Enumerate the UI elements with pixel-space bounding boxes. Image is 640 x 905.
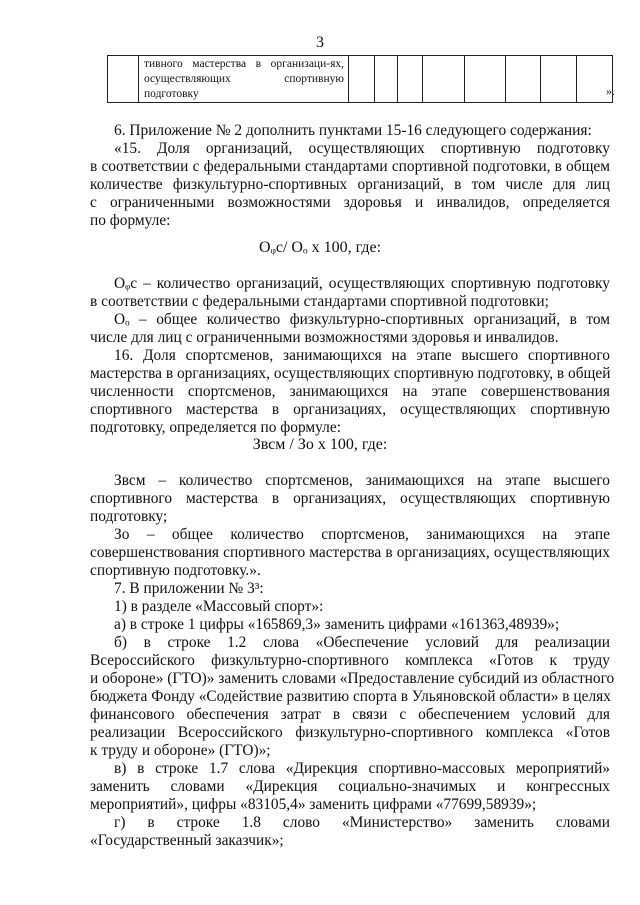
text-line: 7. В приложении № 3³: [114,580,264,597]
text-line: 16. Доля спортсменов, занимающихся на этапе высшего спортивного [114,347,610,364]
table-cell [465,56,506,103]
table-cell [108,56,139,103]
text-line: в соответствии с федеральными стандартами спортивной подготовки; [90,293,549,310]
text-line: бюджета Фонду «Содействие развитию спорта в Ульяновской области» в целях [90,688,611,705]
text-line: спортивного мастерства в организациях, осуществляющих спортивную [90,490,610,507]
text-line: количестве физкультурно-спортивных организаций, в том числе для лиц [90,176,610,193]
table-closing-quote: ». [606,84,615,98]
table-fragment [107,55,613,103]
text-line: к труду и обороне» (ГТО)»; [90,742,271,759]
text-line: Звсм – количество спортсменов, занимающихся на этапе высшего [114,472,610,489]
text-line: мастерства в организациях, осуществляющих спортивную подготовку, в общей [90,365,611,382]
text-line: Оᵩс – количество организаций, осуществляющих спортивную подготовку [114,275,610,292]
text-line: с ограниченными возможностями здоровья и инвалидов, определяется [90,194,610,211]
text-line: Оₒ – общее количество физкультурно-спортивных организаций, в том [114,311,610,328]
text-line: в соответствии с федеральными стандартами спортивной подготовки, в общем [90,158,610,175]
table-row [108,56,613,103]
page-number: 3 [316,34,324,51]
table-cell [375,56,398,103]
text-line: совершенствования спортивного мастерства в организациях, осуществляющих [90,544,610,561]
text-line: подготовку, определяется по формуле: [90,419,341,436]
text-line: 1) в разделе «Массовый спорт»: [114,598,324,615]
text-line: спортивную подготовку.». [90,562,261,579]
table-cell [506,56,541,103]
text-line: подготовку; [90,508,168,525]
text-line: по формуле: [90,212,171,229]
text-line: в) в строке 1.7 слова «Дирекция спортивно-массовых мероприятий» [114,760,610,777]
formula-organizations: Оᵩс/ Оₒ х 100, где: [258,239,382,256]
table-cell [541,56,577,103]
text-line: мероприятий», цифры «83105,4» заменить цифрами «77699,58939»; [90,796,537,813]
formula-athletes: Звсм / Зо х 100, где: [252,436,388,453]
text-line: 6. Приложение № 2 дополнить пунктами 15-16 следующего содержания: [114,122,592,139]
table-cell-text: тивного мастерства в организаци-ях, осуществляющих спортивную подготовку [144,58,344,100]
table-cell [349,56,375,103]
text-line: финансового обеспечения затрат в связи с обеспечением условий для [90,706,610,723]
table-cell [398,56,423,103]
text-line: числе для лиц с ограниченными возможностями здоровья и инвалидов. [90,329,559,346]
text-line: спортивного мастерства в организациях, осуществляющих спортивную [90,401,610,418]
text-line: а) в строке 1 цифры «165869,3» заменить цифрами «161363,48939»; [114,616,560,633]
text-line: реализации Всероссийского физкультурно-спортивного комплекса «Готов [90,724,610,741]
text-line: «Государственный заказчик»; [90,832,284,849]
text-line: заменить словами «Дирекция социально-значимых и конгрессных [90,778,610,795]
text-line: численности спортсменов, занимающихся на этапе совершенствования [90,383,610,400]
text-line: Зо – общее количество спортсменов, занимающихся на этапе [114,526,610,543]
table-cell [423,56,465,103]
text-line: и обороне» (ГТО)» заменить словами «Предоставление субсидий из областного [90,670,615,687]
table-cell [139,56,349,103]
text-line: Всероссийского физкультурно-спортивного комплекса «Готов к труду [90,652,610,669]
text-line: б) в строке 1.2 слова «Обеспечение условий для реализации [114,634,610,651]
text-line: «15. Доля организаций, осуществляющих спортивную подготовку [114,140,610,157]
text-line: г) в строке 1.8 слово «Министерство» заменить словами [114,814,610,831]
